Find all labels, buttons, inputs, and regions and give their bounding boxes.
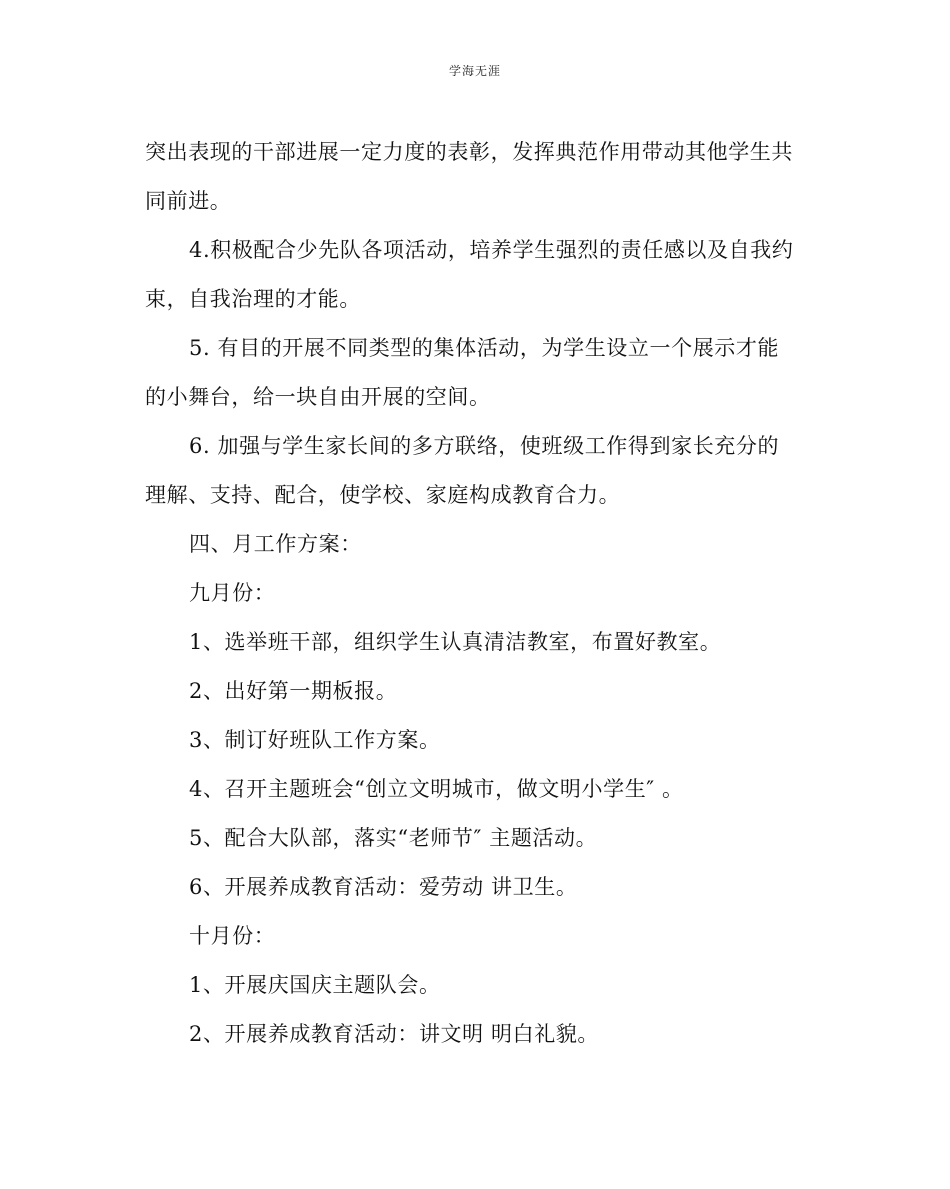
list-item: 2、开展养成教育活动：讲文明 明白礼貌。 bbox=[189, 1022, 600, 1046]
paragraph-line: 束，自我治理的才能。 bbox=[145, 287, 361, 311]
list-item: 3、制订好班队工作方案。 bbox=[189, 728, 441, 752]
paragraph-line: 6. 加强与学生家长间的多方联络，使班级工作得到家长充分的 bbox=[189, 434, 780, 458]
paragraph-line: 突出表现的干部进展一定力度的表彰，发挥典范作用带动其他学生共 bbox=[145, 140, 793, 164]
list-item: 6、开展养成教育活动：爱劳动 讲卫生。 bbox=[189, 875, 578, 899]
paragraph-line: 理解、支持、配合，使学校、家庭构成教育合力。 bbox=[145, 483, 621, 507]
list-item: 4、召开主题班会“创立文明城市，做文明小学生″ 。 bbox=[189, 777, 684, 801]
paragraph-line: 5. 有目的开展不同类型的集体活动，为学生设立一个展示才能 bbox=[189, 336, 780, 360]
list-item: 1、开展庆国庆主题队会。 bbox=[189, 973, 441, 997]
section-heading: 四、月工作方案： bbox=[189, 532, 362, 556]
month-heading: 十月份： bbox=[189, 924, 276, 948]
list-item: 5、配合大队部，落实“老师节″ 主题活动。 bbox=[189, 826, 598, 850]
list-item: 1、选举班干部，组织学生认真清洁教室，布置好教室。 bbox=[189, 630, 722, 654]
month-heading: 九月份： bbox=[189, 581, 276, 605]
paragraph-line: 同前进。 bbox=[145, 189, 232, 213]
page-header: 学海无涯 bbox=[448, 64, 501, 78]
paragraph-line: 的小舞台，给一块自由开展的空间。 bbox=[145, 385, 491, 409]
document-body bbox=[145, 128, 810, 1059]
list-item: 2、出好第一期板报。 bbox=[189, 679, 398, 703]
paragraph-line: 4.积极配合少先队各项活动，培养学生强烈的责任感以及自我约 bbox=[189, 238, 794, 262]
